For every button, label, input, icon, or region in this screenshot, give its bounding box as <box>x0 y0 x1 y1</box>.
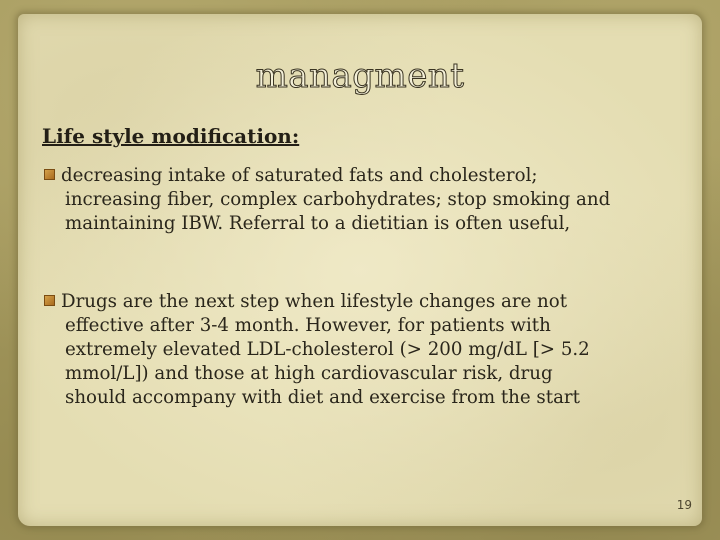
bullet-line: effective after 3-4 month. However, for patients with <box>65 315 551 336</box>
bullet-line: extremely elevated LDL-cholesterol (> 200 mg/dL [> 5.2 <box>65 339 590 360</box>
bullet-line: maintaining IBW. Referral to a dietitian is often useful, <box>65 213 571 234</box>
bullet-item-diet <box>44 164 674 236</box>
section-subheading: Life style modification: <box>42 124 300 148</box>
bullet-line: Drugs are the next step when lifestyle changes are not <box>61 291 568 312</box>
bullet-item-drugs <box>44 290 674 410</box>
bullet-line: mmol/L]) and those at high cardiovascular risk, drug <box>65 363 553 384</box>
slide-title: managment <box>255 56 465 96</box>
square-bullet-icon <box>44 295 55 306</box>
bullet-line: decreasing intake of saturated fats and cholesterol; <box>61 165 538 186</box>
page-number: 19 <box>676 498 692 512</box>
bullet-line: should accompany with diet and exercise from the start <box>65 387 580 408</box>
square-bullet-icon <box>44 169 55 180</box>
bullet-line: increasing fiber, complex carbohydrates; stop smoking and <box>65 189 611 210</box>
